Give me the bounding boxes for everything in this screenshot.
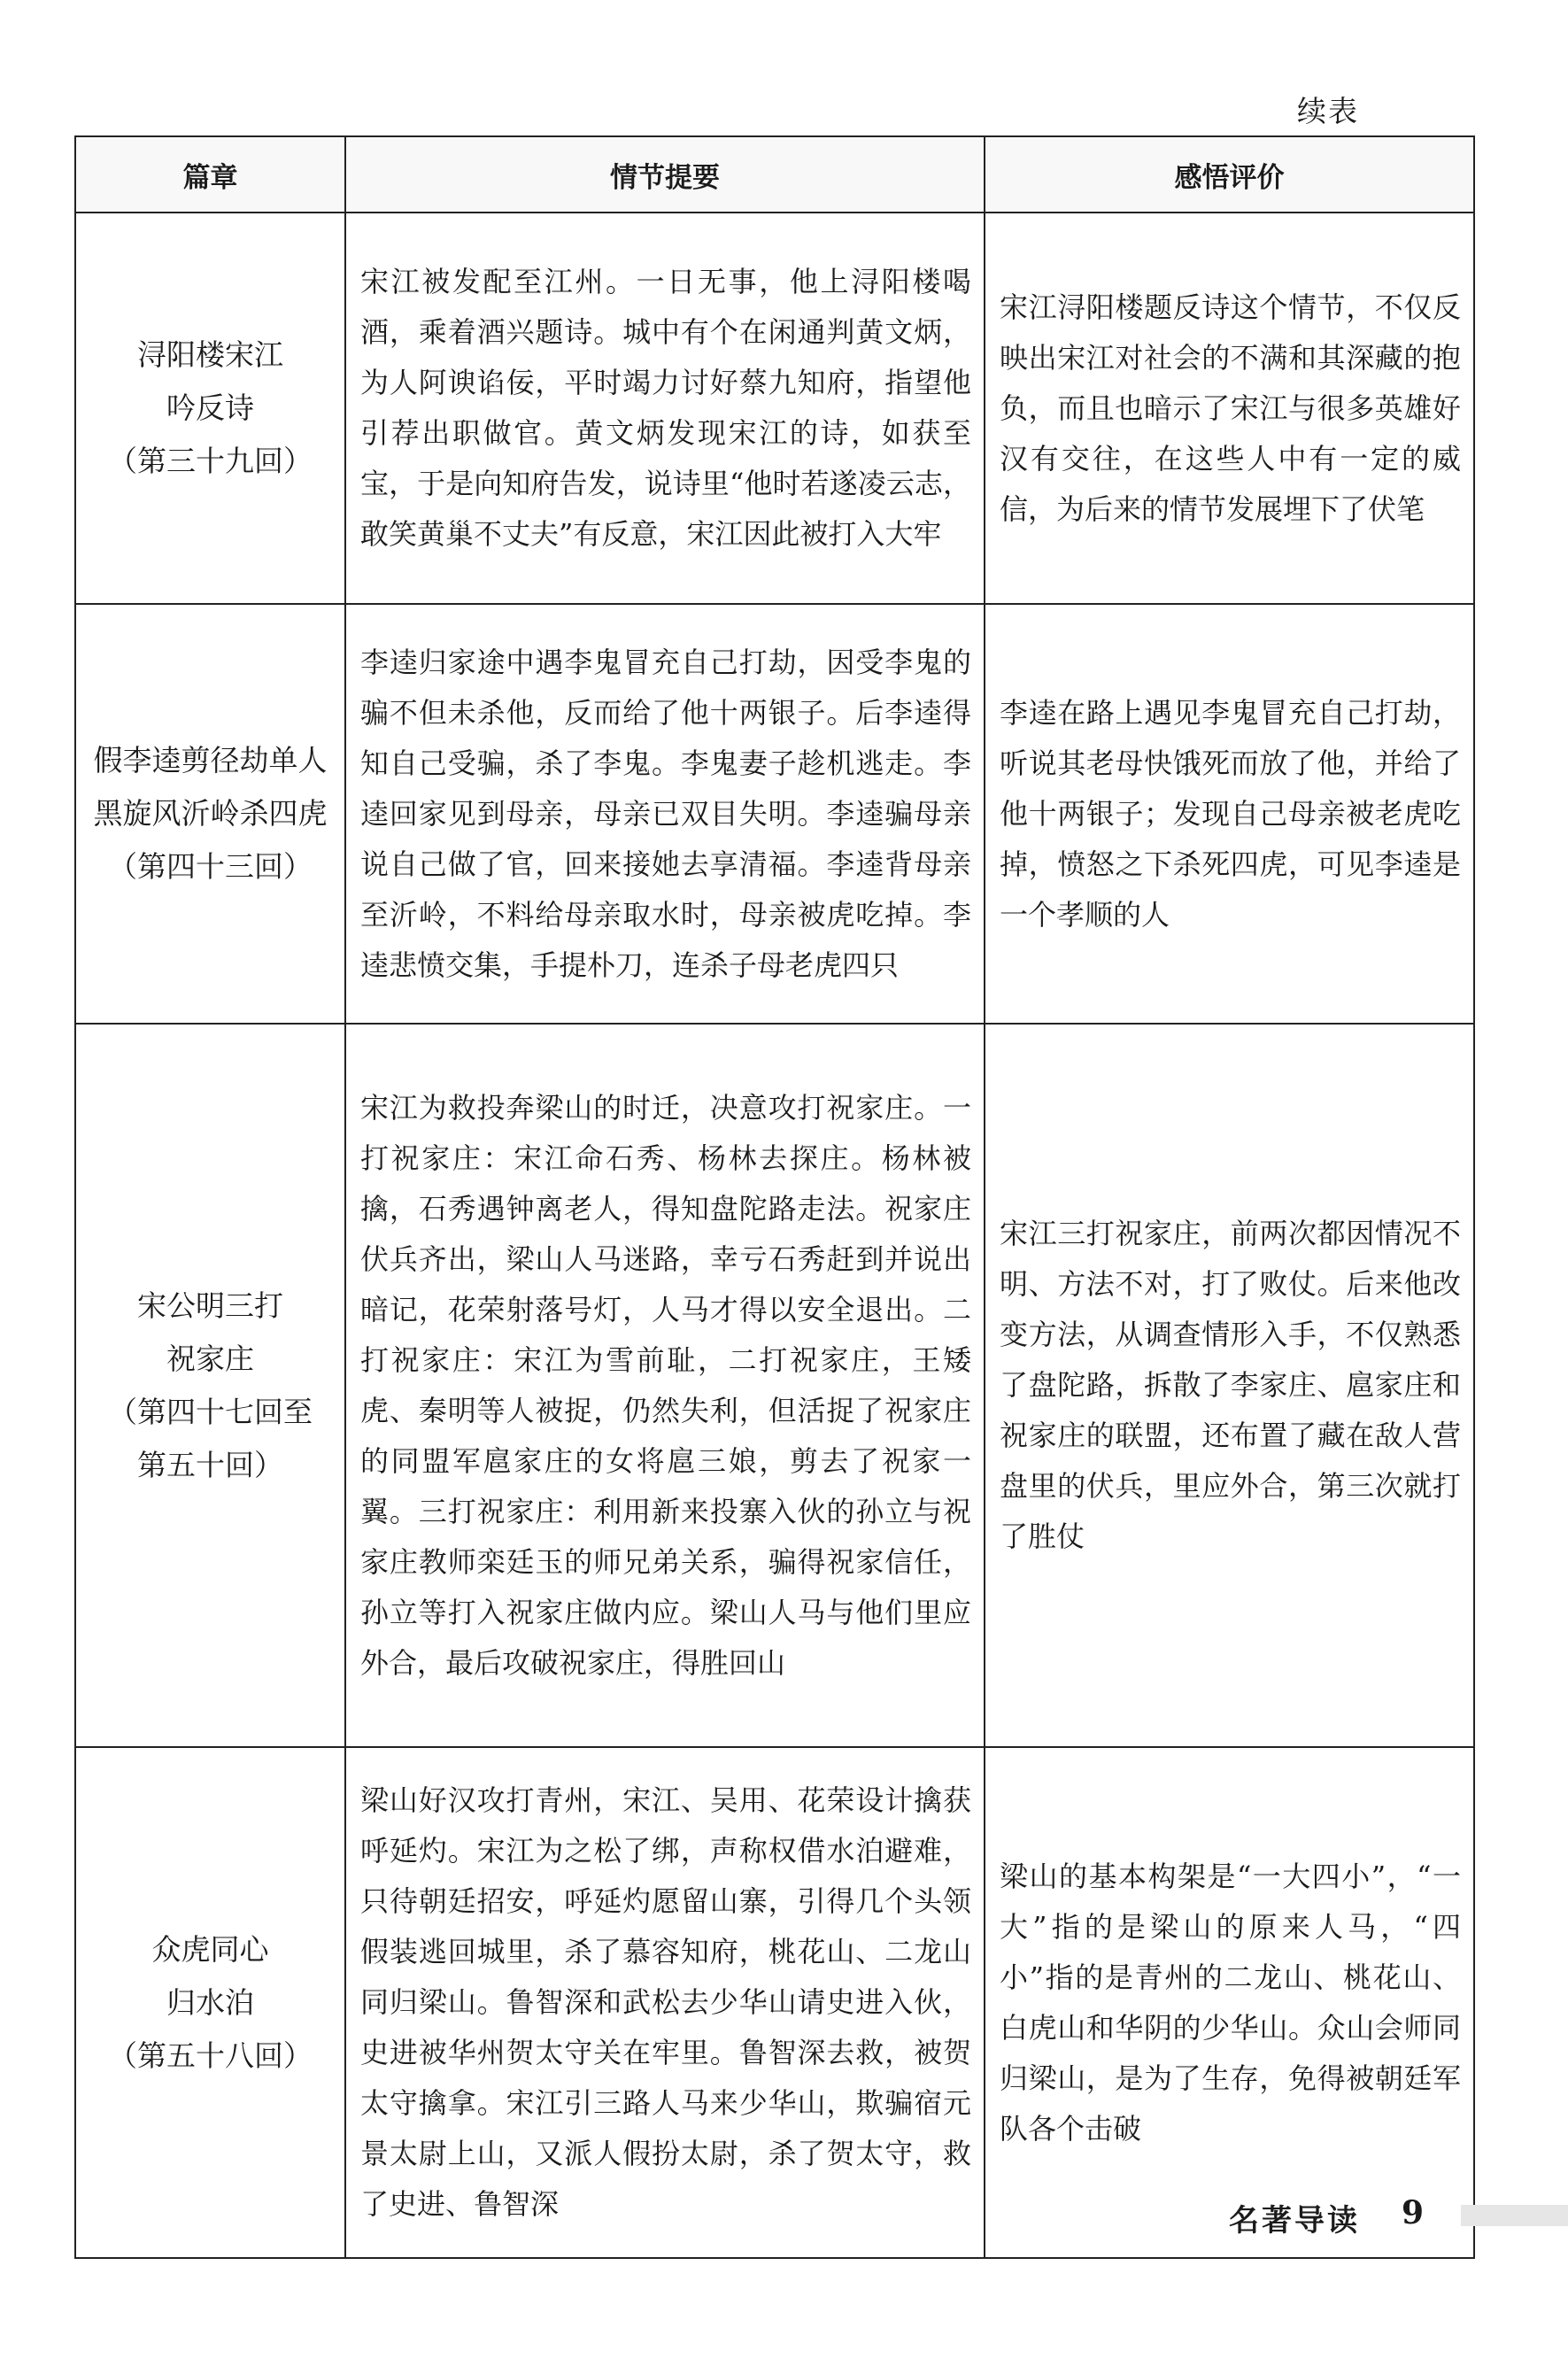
table-row <box>75 1747 1474 2258</box>
chapter-number: （第三十九回） <box>108 444 313 478</box>
chapter-title-line: 假李逵剪径劫单人 <box>93 743 328 777</box>
footer-book-title: 名著导读 <box>1229 2203 1360 2239</box>
chapter-number: （第四十三回） <box>108 849 313 884</box>
header-summary: 情节提要 <box>345 136 985 213</box>
table-row <box>75 604 1474 1024</box>
plot-summary-cell: 宋江被发配至江州。一日无事，他上浔阳楼喝酒，乘着酒兴题诗。城中有个在闲通判黄文炳，为人阿谀谄佞，平时竭力讨好蔡九知府，指望他引荐出职做官。黄文炳发现宋江的诗，如获至宝，于是向知府告发，说诗里“他时若遂凌云志，敢笑黄巢不丈夫”有反意，宋江因此被打入大牢 <box>345 213 985 604</box>
chapter-cell <box>75 213 345 604</box>
chapter-number: 第五十回） <box>137 1447 283 1482</box>
plot-summary-table <box>74 135 1475 2259</box>
chapter-title-line: 归水泊 <box>166 1984 254 2020</box>
chapter-title-line: 浔阳楼宋江 <box>137 337 283 372</box>
table-row <box>75 213 1474 604</box>
chapter-cell <box>75 604 345 1024</box>
table-header-row <box>75 136 1474 213</box>
page-number: 9 <box>1402 2194 1425 2231</box>
chapter-title-line: 黑旋风沂岭杀四虎 <box>93 796 328 831</box>
footer-decoration-bar <box>1461 2205 1568 2226</box>
plot-summary-cell: 宋江为救投奔梁山的时迁，决意攻打祝家庄。一打祝家庄：宋江命石秀、杨林去探庄。杨林被擒，石秀遇钟离老人，得知盘陀路走法。祝家庄伏兵齐出，梁山人马迷路，幸亏石秀赶到并说出暗记，花荣射落号灯，人马才得以安全退出。二打祝家庄：宋江为雪前耻，二打祝家庄，王矮虎、秦明等人被捉，仍然失利，但活捉了祝家庄的同盟军扈家庄的女将扈三娘，剪去了祝家一翼。三打祝家庄：利用新来投寨入伙的孙立与祝家庄教师栾廷玉的师兄弟关系，骗得祝家信任，孙立等打入祝家庄做内应。梁山人马与他们里应外合，最后攻破祝家庄，得胜回山 <box>345 1024 985 1747</box>
plot-summary-cell: 梁山好汉攻打青州，宋江、吴用、花荣设计擒获呼延灼。宋江为之松了绑，声称权借水泊避难，只待朝廷招安，呼延灼愿留山寨，引得几个头领假装逃回城里，杀了慕容知府，桃花山、二龙山同归梁山。鲁智深和武松去少华山请史进入伙，史进被华州贺太守关在牢里。鲁智深去救，被贺太守擒拿。宋江引三路人马来少华山，欺骗宿元景太尉上山，又派人假扮太尉，杀了贺太守，救了史进、鲁智深 <box>345 1747 985 2258</box>
chapter-title-line: 众虎同心 <box>151 1931 269 1967</box>
chapter-cell <box>75 1024 345 1747</box>
chapter-number: （第四十七回至 <box>108 1394 313 1429</box>
chapter-title-line: 吟反诗 <box>166 391 254 425</box>
plot-summary-cell: 李逵归家途中遇李鬼冒充自己打劫，因受李鬼的骗不但未杀他，反而给了他十两银子。后李逵得知自己受骗，杀了李鬼。李鬼妻子趁机逃走。李逵回家见到母亲，母亲已双目失明。李逵骗母亲说自己做了官，回来接她去享清福。李逵背母亲至沂岭，不料给母亲取水时，母亲被虎吃掉。李逵悲愤交集，手提朴刀，连杀子母老虎四只 <box>345 604 985 1024</box>
review-cell: 宋江三打祝家庄，前两次都因情况不明、方法不对，打了败仗。后来他改变方法，从调查情形入手，不仅熟悉了盘陀路，拆散了李家庄、扈家庄和祝家庄的联盟，还布置了藏在敌人营盘里的伏兵，里应外合，第三次就打了胜仗 <box>985 1024 1474 1747</box>
header-review: 感悟评价 <box>985 136 1474 213</box>
chapter-title-line: 祝家庄 <box>166 1341 254 1376</box>
table-row <box>75 1024 1474 1747</box>
chapter-title-line: 宋公明三打 <box>137 1288 283 1323</box>
continued-label: 续表 <box>1297 94 1359 128</box>
header-chapter: 篇章 <box>75 136 345 213</box>
chapter-cell <box>75 1747 345 2258</box>
review-cell: 梁山的基本构架是“一大四小”，“一大”指的是梁山的原来人马，“四小”指的是青州的二龙山、桃花山、白虎山和华阴的少华山。众山会师同归梁山，是为了生存，免得被朝廷军队各个击破 <box>985 1747 1474 2258</box>
chapter-number: （第五十八回） <box>108 2038 313 2073</box>
review-cell: 宋江浔阳楼题反诗这个情节，不仅反映出宋江对社会的不满和其深藏的抱负，而且也暗示了宋江与很多英雄好汉有交往，在这些人中有一定的威信，为后来的情节发展埋下了伏笔 <box>985 213 1474 604</box>
review-cell: 李逵在路上遇见李鬼冒充自己打劫，听说其老母快饿死而放了他，并给了他十两银子；发现自己母亲被老虎吃掉，愤怒之下杀死四虎，可见李逵是一个孝顺的人 <box>985 604 1474 1024</box>
